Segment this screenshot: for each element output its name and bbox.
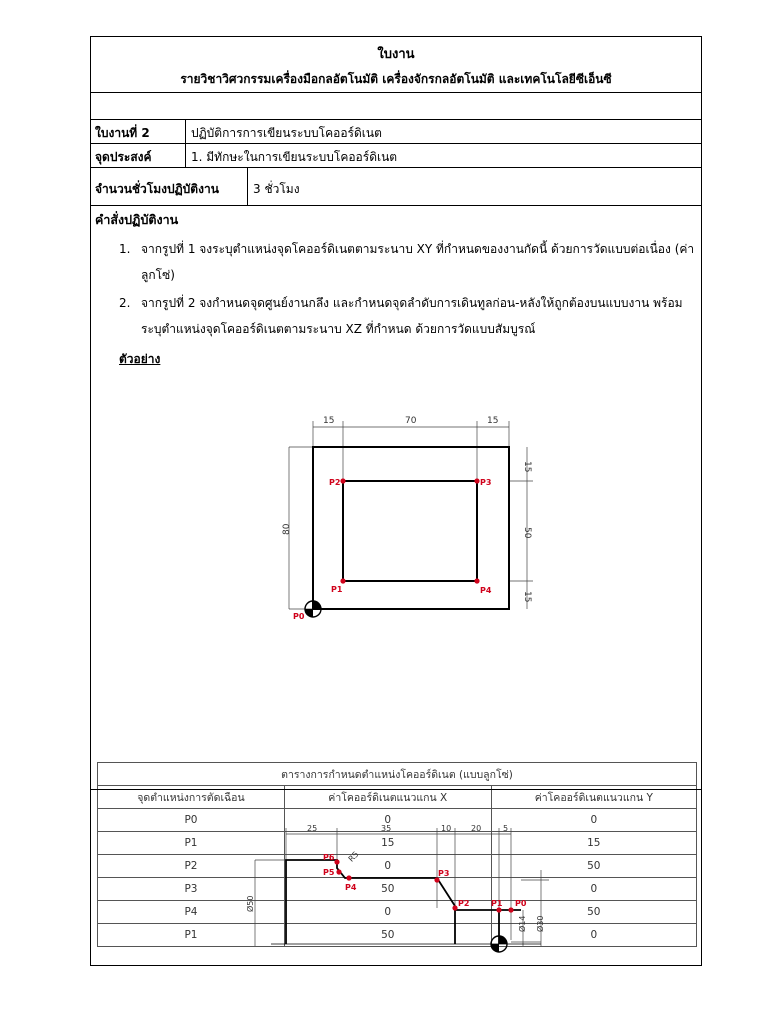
hours-label: จำนวนชั่วโมงปฏิบัติงาน	[95, 182, 219, 196]
blank-row	[91, 93, 701, 120]
point-marker	[340, 578, 345, 583]
origin-icon	[305, 601, 321, 617]
point-label: P2	[458, 899, 470, 908]
point-marker	[474, 478, 479, 483]
dim-label: Ø50	[246, 895, 255, 912]
table-cell: P3	[98, 878, 285, 901]
table-cell: 50	[284, 878, 491, 901]
point-label: P3	[438, 869, 450, 878]
dim-label: Ø14	[518, 915, 527, 932]
column-header: ค่าโคออร์ดิเนตแนวแกน X	[284, 786, 491, 809]
table-cell: 0	[284, 809, 491, 832]
sheet-number-value: ปฏิบัติการการเขียนระบบโคออร์ดิเนต	[191, 126, 382, 140]
point-marker	[434, 877, 439, 882]
table-cell: 15	[284, 832, 491, 855]
sheet-number-label: ใบงานที่ 2	[95, 126, 150, 140]
title-block	[91, 37, 701, 93]
point-label: P5	[323, 868, 335, 877]
point-marker	[508, 907, 513, 912]
dim-label: 5	[503, 824, 509, 833]
table-cell: 0	[284, 901, 491, 924]
hours-row	[91, 168, 701, 206]
course-title: รายวิชาวิศวกรรมเครื่องมือกลอัตโนมัติ เครื่องจักรกลอัตโนมัติ และเทคโนโลยีซีเอ็นซี	[180, 72, 612, 86]
point-marker	[346, 875, 351, 880]
table-cell: 15	[491, 832, 696, 855]
item-number: 2.	[119, 296, 131, 310]
example-label: ตัวอย่าง	[119, 352, 161, 366]
sheet-number-row	[91, 120, 701, 144]
item-number: 1.	[119, 242, 131, 256]
table-cell: P4	[98, 901, 285, 924]
figure-2-drawing	[241, 820, 571, 960]
objective-value: 1. มีทักษะในการเขียนระบบโคออร์ดิเนต	[191, 150, 398, 164]
point-label: P2	[329, 478, 341, 487]
point-label: P4	[480, 586, 492, 595]
point-label: P0	[293, 612, 305, 621]
objective-label: จุดประสงค์	[95, 150, 152, 164]
table-caption: ตารางการกำหนดตำแหน่งโคออร์ดิเนต (แบบลูกโซ่)	[98, 763, 697, 786]
table-cell: 50	[284, 924, 491, 947]
table-cell: 0	[491, 878, 696, 901]
table-cell: P0	[98, 809, 285, 832]
dim-label: 15	[487, 416, 499, 426]
point-marker	[334, 859, 339, 864]
divider	[185, 120, 186, 143]
column-header: ค่าโคออร์ดิเนตแนวแกน Y	[491, 786, 696, 809]
table-cell: P1	[98, 924, 285, 947]
dim-label: 15	[323, 416, 335, 426]
worksheet	[90, 36, 702, 966]
point-marker	[474, 578, 479, 583]
figure-1-drawing	[281, 411, 541, 621]
page-title: ใบงาน	[377, 47, 415, 62]
table-cell: 50	[491, 901, 696, 924]
dim-label: 80	[282, 523, 292, 535]
table-cell: 50	[491, 855, 696, 878]
point-marker	[340, 478, 345, 483]
figure-2-section	[91, 789, 701, 968]
item-text: จากรูปที่ 2 จงกำหนดจุดศูนย์งานกลึง และกำหนดจุดลำดับการเดินทูลก่อน-หลังให้ถูกต้องบนแบบงาน พร้อมระบุตำแหน่งจุดโคออร์ดิเนตตามระนาบ XZ ที่กำหนด ด้วยการวัดแบบสัมบูรณ์	[141, 296, 683, 336]
instructions-heading: คำสั่งปฏิบัติงาน	[95, 212, 179, 227]
column-header: จุดตำแหน่งการตัดเฉือน	[98, 786, 285, 809]
point-marker	[336, 869, 341, 874]
point-label: P4	[345, 883, 357, 892]
dim-label: 10	[441, 824, 452, 833]
dim-label: 70	[405, 416, 417, 426]
point-label: P1	[331, 585, 343, 594]
objective-row	[91, 144, 701, 168]
table-cell: 0	[491, 924, 696, 947]
table-cell: 0	[284, 855, 491, 878]
point-marker	[452, 905, 457, 910]
divider	[185, 144, 186, 167]
point-label: P1	[491, 899, 503, 908]
table-cell: P1	[98, 832, 285, 855]
part-profile	[286, 860, 455, 944]
dim-label: 15	[522, 591, 532, 603]
dim-label: 25	[307, 824, 318, 833]
point-label: P6	[323, 853, 335, 862]
table-cell: P2	[98, 855, 285, 878]
divider	[247, 168, 248, 205]
table-cell: 0	[491, 809, 696, 832]
item-text: จากรูปที่ 1 จงระบุตำแหน่งจุดโคออร์ดิเนตตามระนาบ XY ที่กำหนดของงานกัดนี้ ด้วยการวัดแบบต่อเนื่อง (ค่าลูกโซ่)	[141, 242, 695, 282]
dim-label: Ø30	[536, 915, 545, 932]
hours-value: 3 ชั่วโมง	[253, 182, 300, 196]
dim-label: 50	[522, 527, 532, 539]
dim-label: R5	[346, 849, 361, 864]
point-label: P0	[515, 899, 527, 908]
dim-label: 35	[381, 824, 392, 833]
dim-label: 15	[522, 461, 532, 473]
dim-label: 20	[471, 824, 482, 833]
origin-icon	[491, 936, 507, 952]
pocket-outline	[343, 481, 477, 581]
point-marker	[496, 907, 501, 912]
point-label: P3	[480, 478, 492, 487]
